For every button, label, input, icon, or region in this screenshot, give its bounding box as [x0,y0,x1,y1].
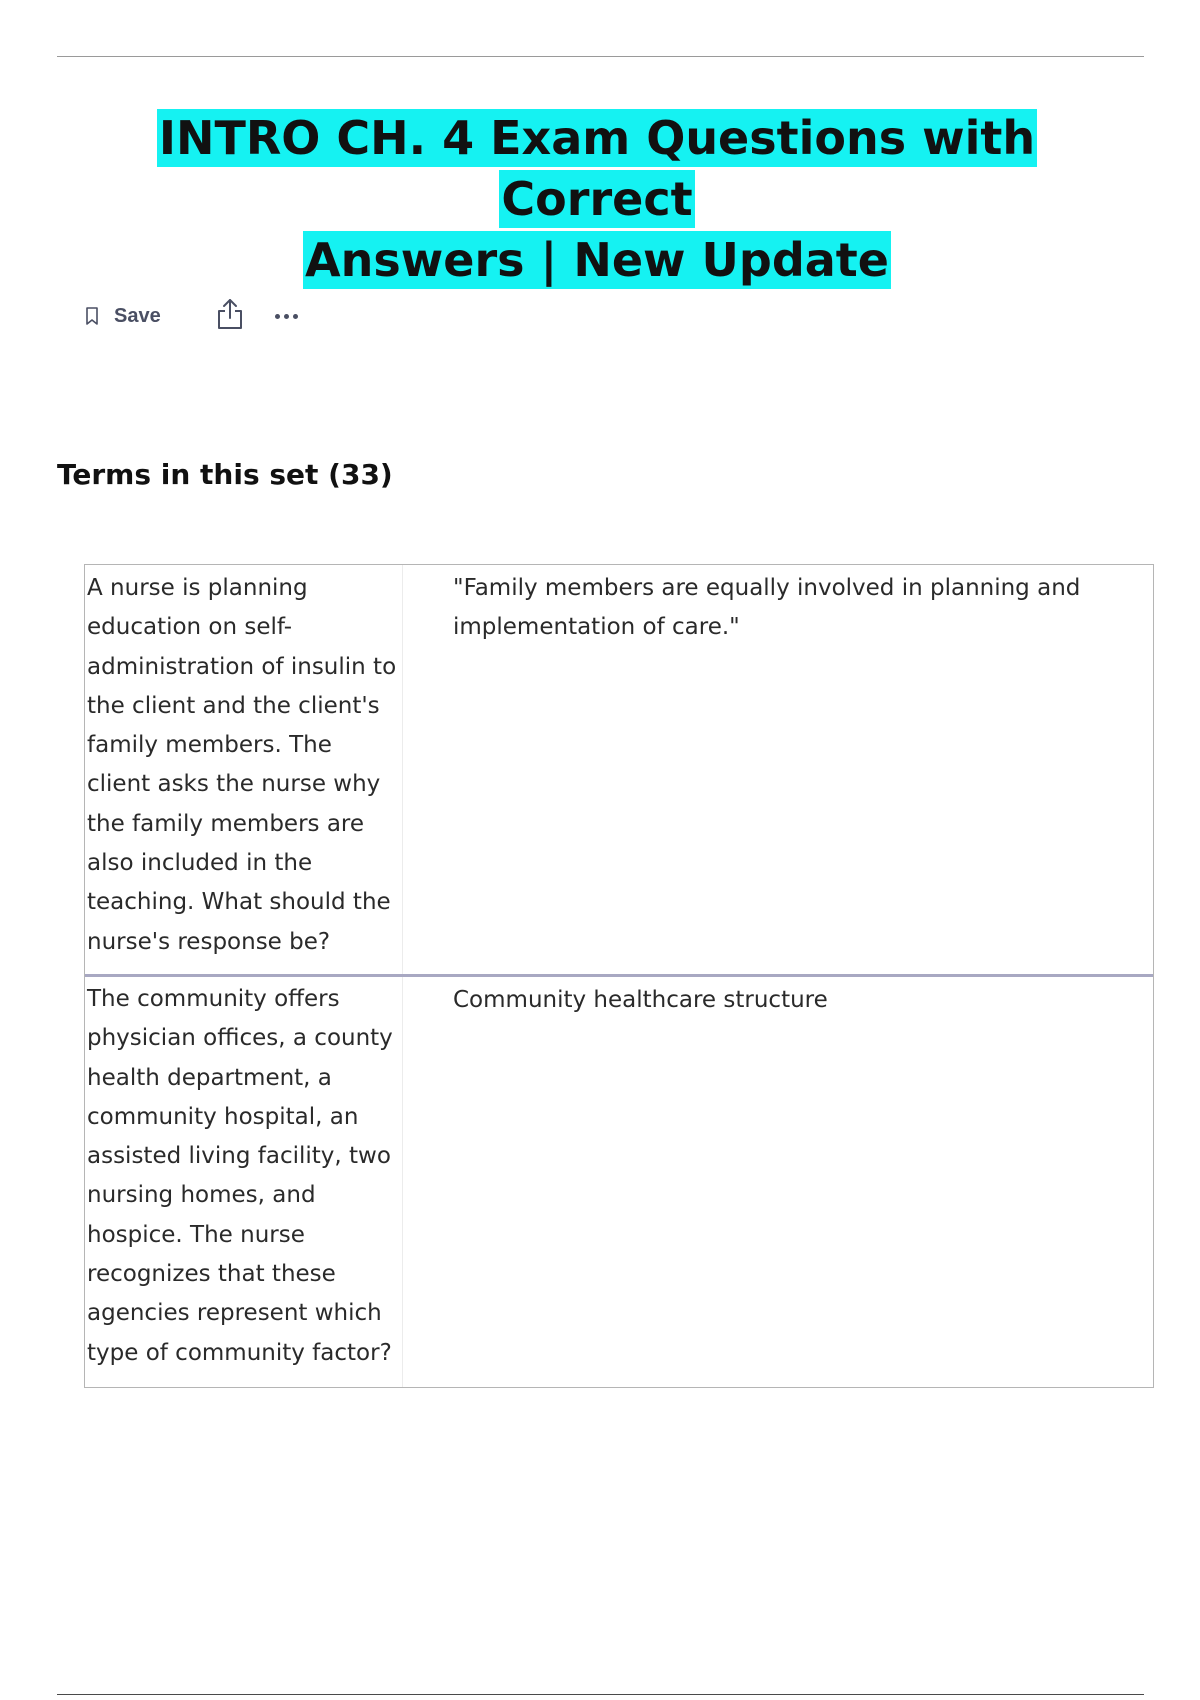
term-row [85,974,1153,1387]
save-label: Save [114,304,161,327]
save-button[interactable] [86,305,161,328]
bookmark-icon [86,307,98,325]
bottom-divider [57,1694,1144,1695]
term-answer: "Family members are equally involved in planning and implementation of care." [453,575,1081,641]
term-question: The community offers physician offices, a county health department, a community hospital, an assisted living facility, two nursing homes, and hospice. The nurse recognizes that these agencies represent which type of community factor? [85,977,403,1387]
page-title [57,108,1137,291]
more-button[interactable] [275,306,302,326]
top-divider [57,56,1144,57]
action-toolbar [86,296,302,336]
title-line-2: Answers | New Update [305,233,889,287]
terms-table [84,564,1154,1388]
term-answer: Community healthcare structure [453,987,828,1013]
terms-heading: Terms in this set (33) [57,458,393,491]
term-row [85,565,1153,974]
more-icon [275,314,280,319]
title-line-1: INTRO CH. 4 Exam Questions with Correct [158,111,1036,226]
term-question: A nurse is planning education on self-administration of insulin to the client and the client's family members. The client asks the nurse why the family members are also included in the teaching. What should the nurse's response be? [85,565,403,974]
share-button[interactable] [215,299,245,333]
share-icon [216,298,244,334]
